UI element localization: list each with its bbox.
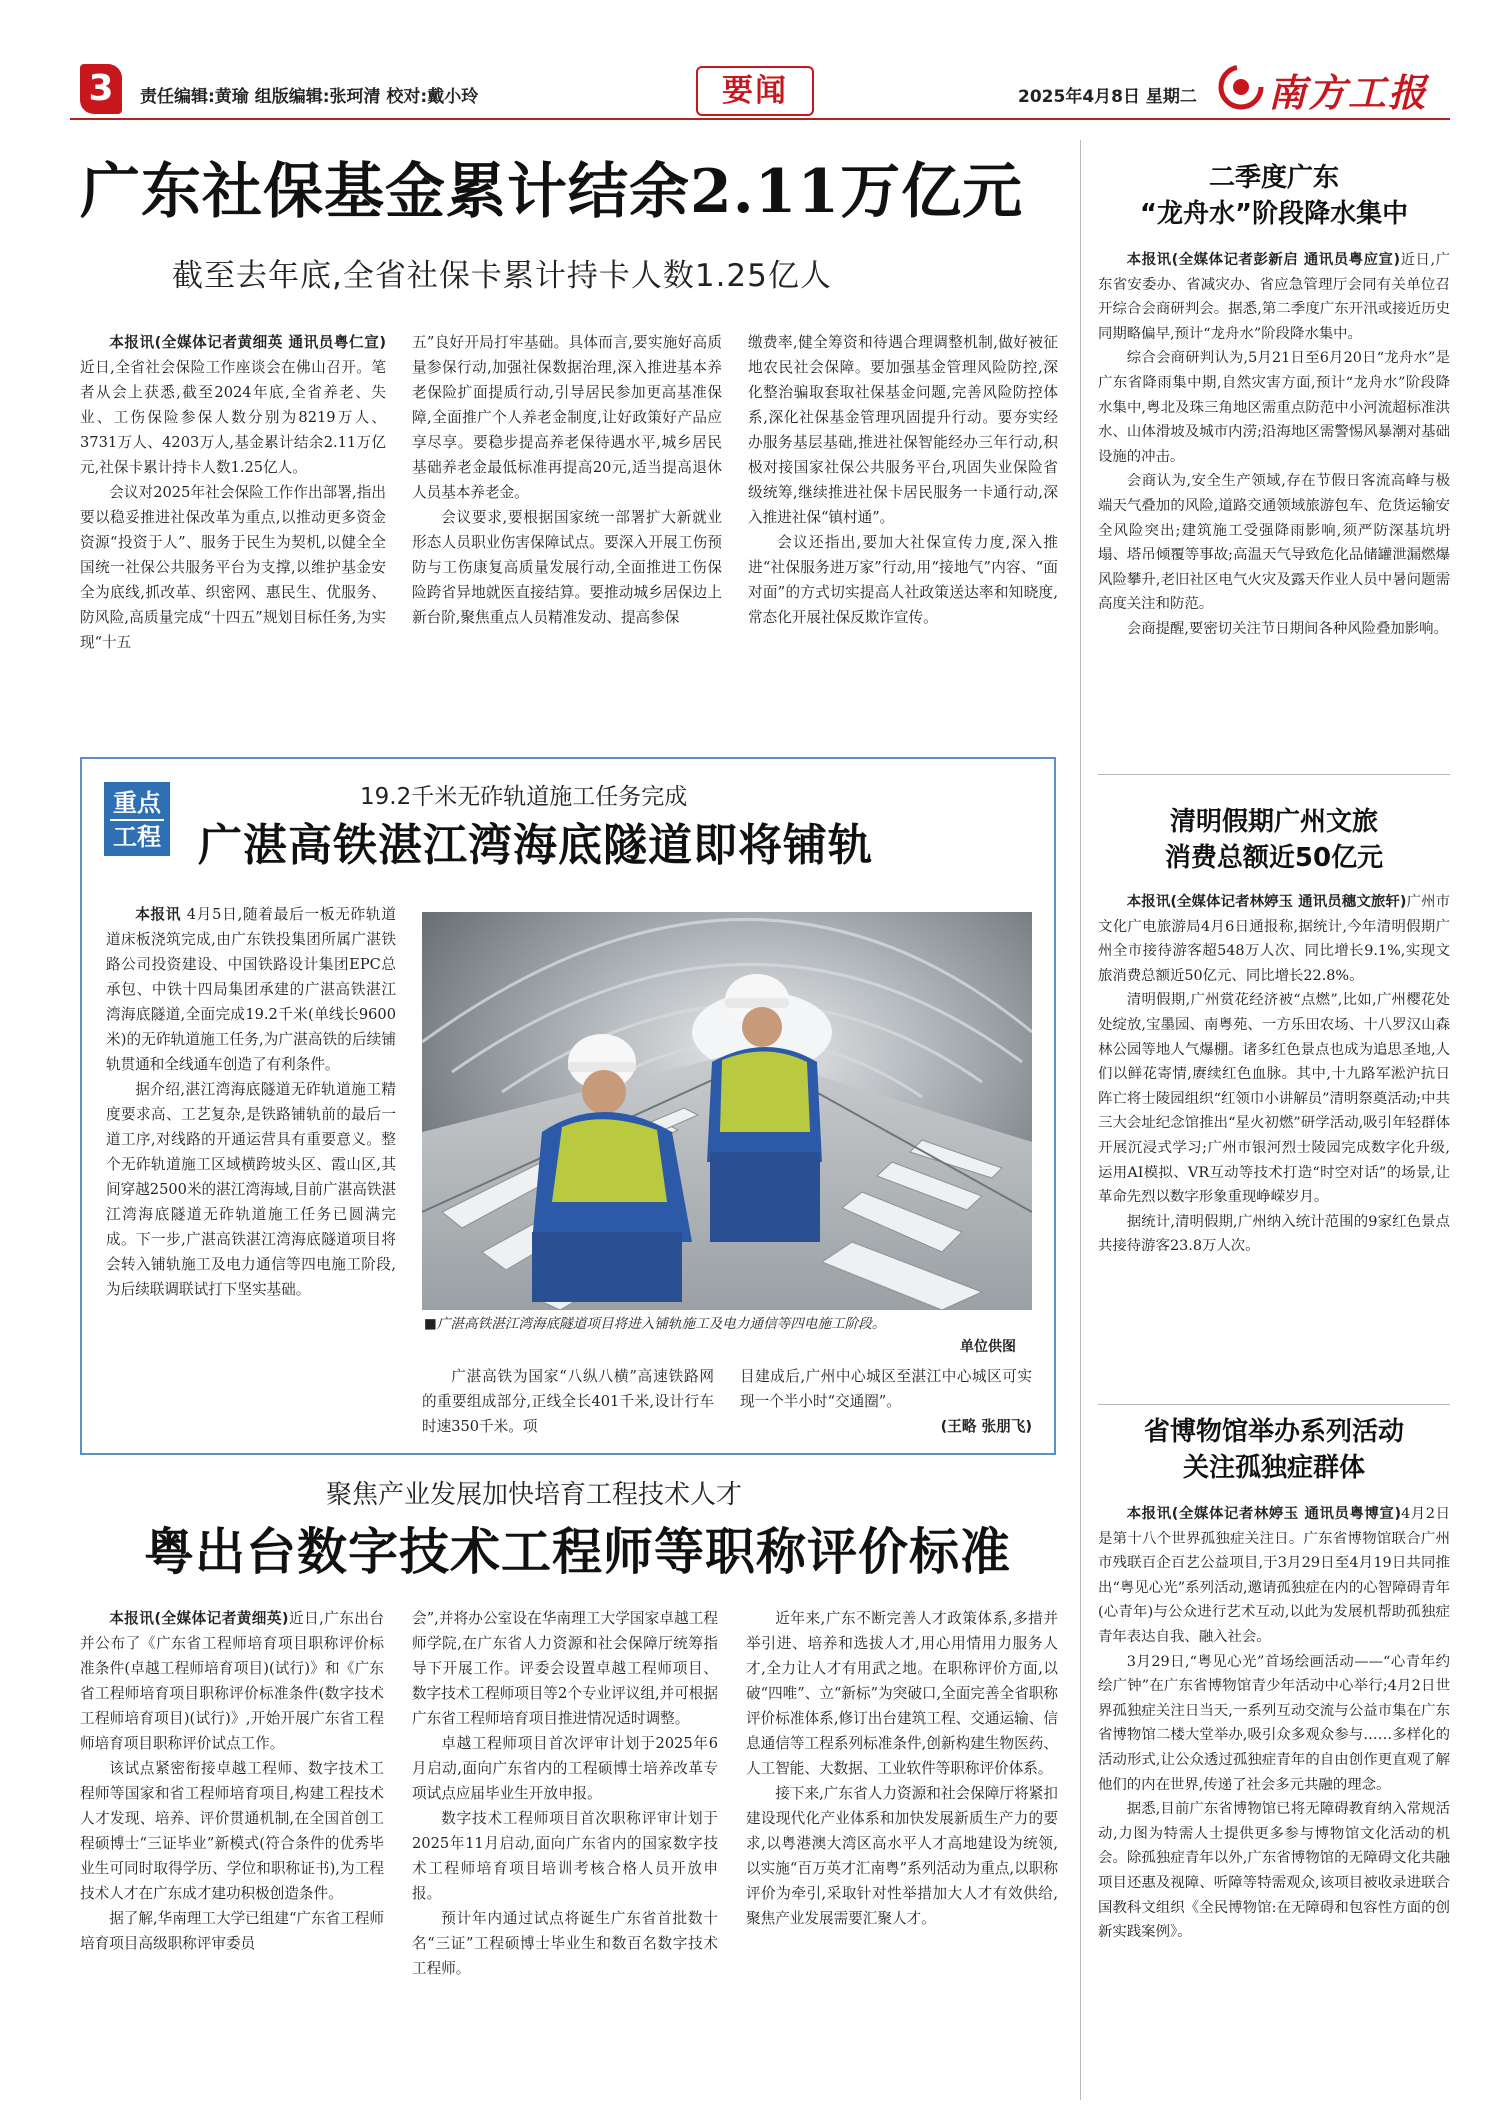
box-column-1 [106, 902, 396, 1442]
side-story-2-body [1098, 890, 1450, 1390]
side-story-3-title [1098, 1414, 1450, 1486]
sidebar-divider [1080, 140, 1081, 2100]
box-byline: 本报讯 [135, 906, 182, 923]
masthead-swirl-icon [1218, 64, 1264, 110]
editor-credits: 责任编辑:黄瑜 组版编辑:张珂清 校对:戴小玲 [140, 87, 479, 107]
side-story-2-title [1098, 804, 1450, 876]
section-title: 要闻 [722, 73, 788, 109]
lead-paragraph: 五”良好开局打牢基础。具体而言,要实施好高质量参保行动,加强社保数据治理,深入推进基本养老保险扩面提质行动,引导居民参加更高基准保障,全面推广个人养老金制度,让好政策好产品应享尽享。要稳步提高养老保待遇水平,城乡居民基础养老金最低标准再提高20元,适当提高退休人员基本养老金。 [412, 334, 722, 501]
sidebar-rule [1098, 774, 1450, 775]
bottom-headline: 粤出台数字技术工程师等职称评价标准 [144, 1522, 1011, 1581]
side-title-line: “龙舟水”阶段降水集中 [1139, 199, 1409, 229]
masthead-name: 南方工报 [1268, 71, 1429, 115]
lead-paragraph: 会议对2025年社会保险工作作出部署,指出要以稳妥推进社保改革为重点,以推动更多资金资源“投资于人”、服务于民生为契机,以健全全国统一社保公共服务平台为支撑,以维护基金安全为底线,抓改革、织密网、惠民生、优服务、防风险,高质量完成“十四五”规划目标任务,为实现“十五 [80, 484, 386, 651]
side-paragraph: 会商认为,安全生产领域,存在节假日客流高峰与极端天气叠加的风险,道路交通领域旅游包车、危货运输安全风险突出;建筑施工受强降雨影响,须严防深基坑坍塌、塔吊倾覆等事故;高温天气导致危化品储罐泄漏燃爆风险攀升,老旧社区电气火灾及露天作业人员中暑问题需高度关注和防范。 [1098, 473, 1450, 613]
lead-paragraph: 缴费率,健全筹资和待遇合理调整机制,做好被征地农民社会保障。要加强基金管理风险防控,深化整治骗取套取社保基金问题,完善风险防控体系,深化社保基金管理巩固提升行动。要夯实经办服务基层基础,推进社保智能经办三年行动,积极对接国家社保公共服务平台,巩固失业保险省级统筹,继续推进社保卡居民服务一卡通行动,深入推进社保“镇村通”。 [748, 334, 1058, 526]
page-number-badge [80, 64, 122, 114]
lead-column-1 [80, 330, 386, 748]
side-paragraph: 据悉,目前广东省博物馆已将无障碍教育纳入常规活动,力图为特需人士提供更多参与博物馆文化活动的机会。除孤独症青年以外,广东省博物馆的无障碍文化共融项目还惠及视障、听障等特需观众,该项目被收录进联合国教科文组织《全民博物馆:在无障碍和包容性方面的创新实践案例》。 [1098, 1801, 1450, 1941]
side-paragraph: 综合会商研判认为,5月21日至6月20日“龙舟水”是广东省降雨集中期,自然灾害方面,预计“龙舟水”阶段降水集中,粤北及珠三角地区需重点防范中小河流超标准洪水、山体滑坡及城市内涝;沿海地区需警惕风暴潮对基础设施的冲击。 [1098, 350, 1450, 465]
side-paragraph: 据统计,清明假期,广州纳入统计范围的9家红色景点共接待游客23.8万人次。 [1098, 1213, 1450, 1255]
lead-byline: 本报讯(全媒体记者黄细英 通讯员粤仁宣) [109, 334, 386, 351]
lead-paragraph: 会议还指出,要加大社保宣传力度,深入推进“社保服务进万家”行动,用“接地气”内容、“面对面”的方式切实提高人社政策送达率和知晓度,常态化开展社保反欺诈宣传。 [748, 534, 1058, 626]
lead-paragraph: 近日,全省社会保险工作座谈会在佛山召开。笔者从会上获悉,截至2024年底,全省养老、失业、工伤保险参保人数分别为8219万人、3731万人、4203万人,基金累计结余2.11万亿元,社保卡累计持卡人数1.25亿人。 [80, 359, 386, 476]
side-story-3-body [1098, 1502, 1450, 2102]
tunnel-photo [422, 912, 1032, 1310]
box-kicker: 19.2千米无砟轨道施工任务完成 [360, 784, 688, 810]
bottom-paragraph: 卓越工程师项目首次评审计划于2025年6月启动,面向广东省内的工程硕博士培养改革专项试点应届毕业生开放申报。 [412, 1735, 718, 1802]
header-rule [70, 118, 1450, 120]
bottom-paragraph: 该试点紧密衔接卓越工程师、数字技术工程师等国家和省工程师培育项目,构建工程技术人才发现、培养、评价贯通机制,在全国首创工程硕博士“三证毕业”新模式(符合条件的优秀毕业生可同时取得学历、学位和职称证书),为工程技术人才在广东成才建功积极创造条件。 [80, 1760, 384, 1902]
bottom-column-1 [80, 1606, 384, 2106]
bottom-column-2 [412, 1606, 718, 2106]
lead-headline: 广东社保基金累计结余2.11万亿元 [80, 157, 1024, 227]
page-number: 3 [88, 68, 114, 109]
side-title-line: 清明假期广州文旅 [1169, 807, 1378, 837]
side-byline: 本报讯(全媒体记者林婷玉 通讯员穗文旅轩) [1126, 894, 1407, 910]
badge-line-2: 工程 [110, 819, 164, 853]
lead-column-2 [412, 330, 722, 748]
side-paragraph: 会商提醒,要密切关注节日期间各种风险叠加影响。 [1126, 620, 1448, 637]
box-author: (王略 张朋飞) [940, 1418, 1032, 1435]
box-paragraph: 4月5日,随着最后一板无砟轨道道床板浇筑完成,由广东铁投集团所属广湛铁路公司投资建设、中国铁路设计集团EPC总承包、中铁十四局集团承建的广湛高铁湛江湾海底隧道,全面完成19.2千米(单线长9600米)的无砟轨道施工任务,为广湛高铁的后续铺轨贯通和全线通车创造了有利条件。 [106, 906, 396, 1073]
bottom-column-3 [746, 1606, 1058, 2106]
bottom-paragraph: 据了解,华南理工大学已组建“广东省工程师培育项目高级职称评审委员 [80, 1910, 384, 1952]
side-title-line: 关注孤独症群体 [1182, 1453, 1365, 1483]
bottom-paragraph: 预计年内通过试点将诞生广东省首批数十名“三证”工程硕博士毕业生和数百名数字技术工程师。 [412, 1910, 718, 1977]
box-paragraph: 据介绍,湛江湾海底隧道无砟轨道施工精度要求高、工艺复杂,是铁路铺轨前的最后一道工序,对线路的开通运营具有重要意义。整个无砟轨道施工区域横跨坡头区、霞山区,其间穿越2500米的湛江湾海域,目前广湛高铁湛江湾海底隧道无砟轨道施工任务已圆满完成。下一步,广湛高铁湛江湾海底隧道项目将会转入铺轨施工及电力通信等四电施工阶段,为后续联调联试打下坚实基础。 [106, 1081, 396, 1298]
lead-paragraph: 会议要求,要根据国家统一部署扩大新就业形态人员职业伤害保障试点。要深入开展工伤预防与工伤康复高质量发展行动,全面推进工伤保险跨省异地就医直接结算。要推动城乡居保边上新台阶,聚焦重点人员精准发动、提高参保 [412, 509, 722, 626]
side-paragraph: 3月29日,“粤见心光”首场绘画活动——“心青年约绘广钟”在广东省博物馆青少年活动中心举行;4月2日世界孤独症关注日当天,一系列互动交流与公益市集在广东省博物馆二楼大堂举办,吸引众多观众参与……多样化的活动形式,让公众透过孤独症青年的自由创作更直观了解他们的内在世界,传递了社会多元共融的理念。 [1098, 1653, 1450, 1793]
issue-date: 2025年4月8日 星期二 [1018, 87, 1197, 107]
box-paragraph: 目建成后,广州中心城区至湛江中心城区可实现一个半小时“交通圈”。 [740, 1368, 1032, 1410]
side-paragraph: 4月2日是第十八个世界孤独症关注日。广东省博物馆联合广州市残联百企百艺公益项目,于3月29日至4月19日共同推出“粤见心光”系列活动,邀请孤独症在内的心智障碍青年(心青年)与公众进行艺术互动,以此为发展机帮助孤独症青年表达自我、融入社会。 [1098, 1506, 1450, 1645]
side-paragraph: 广州市文化广电旅游局4月6日通报称,据统计,今年清明假期广州全市接待游客超548万人次、同比增长9.1%,实现文旅消费总额近50亿元、同比增长22.8%。 [1098, 894, 1450, 984]
bottom-paragraph: 会”,并将办公室设在华南理工大学国家卓越工程师学院,在广东省人力资源和社会保障厅统筹指导下开展工作。评委会设置卓越工程师项目、数字技术工程师项目等2个专业评议组,并可根据广东省工程师培育项目推进情况适时调整。 [412, 1610, 718, 1727]
sidebar-rule [1098, 1404, 1450, 1405]
box-column-2 [422, 1364, 714, 1444]
lead-column-3 [748, 330, 1058, 748]
section-label [696, 66, 814, 116]
side-paragraph: 近日,广东省安委办、省减灾办、省应急管理厅会同有关单位召开综合会商研判会。据悉,第二季度广东开汛或接近历史同期略偏早,预计“龙舟水”阶段降水集中。 [1098, 252, 1450, 342]
side-title-line: 省博物馆举办系列活动 [1143, 1417, 1404, 1447]
side-title-line: 消费总额近50亿元 [1164, 843, 1384, 873]
box-column-3 [740, 1364, 1032, 1444]
bottom-paragraph: 近年来,广东不断完善人才政策体系,多措并举引进、培养和选拔人才,用心用情用力服务人才,全力让人才有用武之地。在职称评价方面,以破“四唯”、立“新标”为突破口,全面完善全省职称评价标准体系,修订出台建筑工程、交通运输、信息通信等工程系列标准条件,创新构建生物医药、人工智能、大数据、工业软件等职称评价体系。 [746, 1610, 1058, 1777]
bottom-paragraph: 接下来,广东省人力资源和社会保障厅将紧扣建设现代化产业体系和加快发展新质生产力的要求,以粤港澳大湾区高水平人才高地建设为统领,以实施“百万英才汇南粤”系列活动为重点,以职称评价为牵引,采取针对性举措加大人才有效供给,聚焦产业发展需要汇聚人才。 [746, 1785, 1058, 1927]
bottom-byline: 本报讯(全媒体记者黄细英) [109, 1610, 289, 1627]
side-title-line: 二季度广东 [1208, 163, 1339, 193]
box-headline: 广湛高铁湛江湾海底隧道即将铺轨 [198, 820, 873, 871]
page-header [0, 0, 1500, 118]
side-story-1-body [1098, 248, 1450, 748]
photo-caption: ■广湛高铁湛江湾海底隧道项目将进入铺轨施工及电力通信等四电施工阶段。 [424, 1316, 886, 1332]
tunnel-photo-illustration [422, 912, 1032, 1310]
side-story-1-title [1098, 160, 1450, 232]
side-byline: 本报讯(全媒体记者林婷玉 通讯员粤博宣) [1126, 1506, 1402, 1522]
bottom-paragraph: 近日,广东出台并公布了《广东省工程师培育项目职称评价标准条件(卓越工程师培育项目)(试行)》和《广东省工程师培育项目职称评价标准条件(数字技术工程师培育项目)(试行)》,开始开展广东省工程师培育项目职称评价试点工作。 [80, 1610, 384, 1752]
bottom-kicker: 聚焦产业发展加快培育工程技术人才 [326, 1480, 743, 1510]
badge-line-1: 重点 [113, 789, 161, 817]
masthead-logo [1218, 60, 1450, 115]
lead-subheadline: 截至去年底,全省社保卡累计持卡人数1.25亿人 [172, 258, 832, 294]
project-badge [104, 782, 170, 856]
side-paragraph: 清明假期,广州赏花经济被“点燃”,比如,广州樱花处处绽放,宝墨园、南粤苑、一方乐田农场、十八罗汉山森林公园等地人气爆棚。诸多红色景点也成为追思圣地,人们以鲜花寄情,赓续红色血脉。其中,十九路军淞沪抗日阵亡将士陵园组织“红领巾小讲解员”清明祭奠活动;中共三大会址纪念馆推出“星火初燃”研学活动,吸引年轻群体开展沉浸式学习;广州市银河烈士陵园完成数字化升级,运用AI模拟、VR互动等技术打造“时空对话”的场景,让革命先烈以数字形象重现峥嵘岁月。 [1098, 992, 1450, 1206]
photo-credit: 单位供图 [960, 1339, 1016, 1355]
bottom-paragraph: 数字技术工程师项目首次职称评审计划于2025年11月启动,面向广东省内的国家数字技术工程师培育项目培训考核合格人员开放申报。 [412, 1810, 718, 1902]
side-byline: 本报讯(全媒体记者彭新启 通讯员粤应宣) [1126, 252, 1401, 268]
box-paragraph: 广湛高铁为国家“八纵八横”高速铁路网的重要组成部分,正线全长401千米,设计行车时速350千米。项 [422, 1368, 714, 1435]
